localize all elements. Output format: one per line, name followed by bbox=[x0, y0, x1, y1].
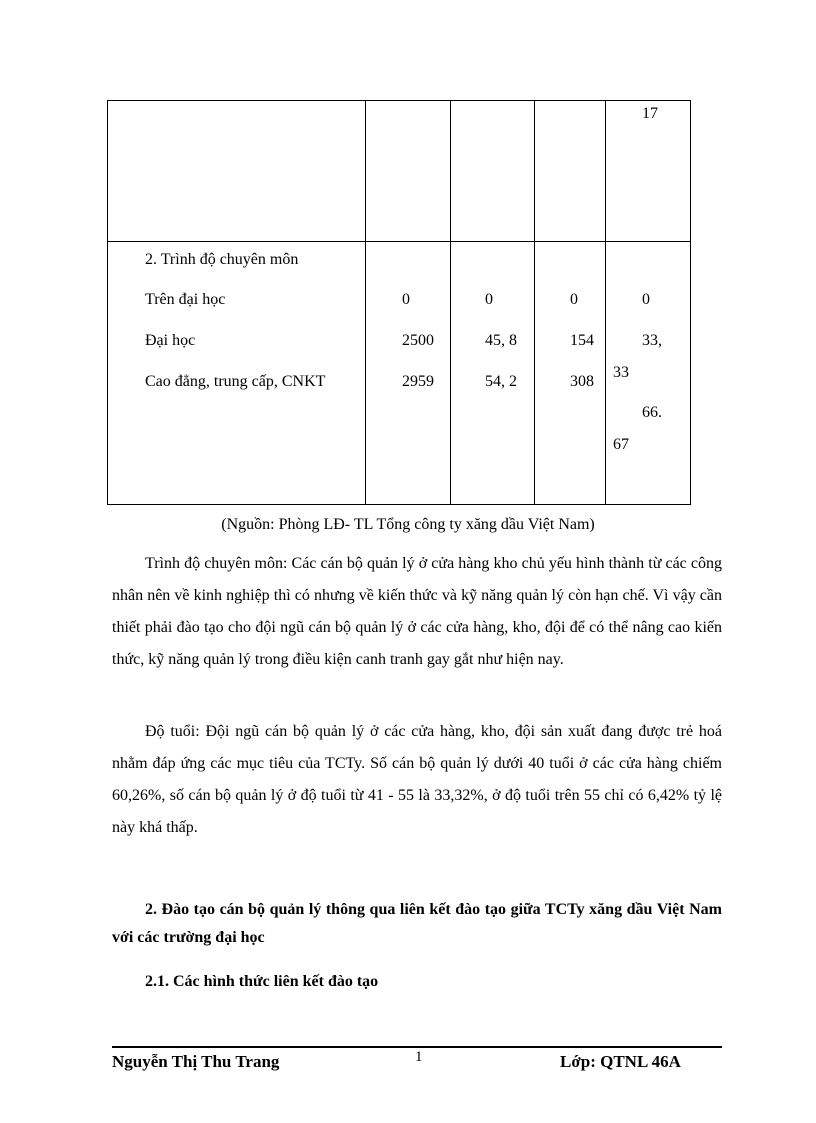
table-cell-value: 308 bbox=[570, 373, 594, 390]
table-cell bbox=[606, 101, 691, 242]
table-row bbox=[108, 101, 691, 242]
table-cell-col2 bbox=[366, 242, 451, 505]
table-cell-value: 66. bbox=[642, 404, 662, 421]
row-label: Đại học bbox=[145, 332, 196, 349]
table-cell-value: 54, 2 bbox=[485, 373, 517, 390]
row-label: Cao đẳng, trung cấp, CNKT bbox=[145, 373, 326, 390]
table-cell-value: 0 bbox=[642, 291, 650, 308]
table-cell-value: 0 bbox=[485, 291, 493, 308]
table-row bbox=[108, 242, 691, 505]
footer-author: Nguyễn Thị Thu Trang bbox=[112, 1052, 280, 1071]
table-cell bbox=[366, 101, 451, 242]
table-cell-col5 bbox=[606, 242, 691, 505]
footer-divider bbox=[112, 1046, 722, 1048]
statistics-table bbox=[107, 100, 691, 505]
subsection-heading: 2.1. Các hình thức liên kết đào tạo bbox=[145, 973, 379, 990]
table-cell bbox=[108, 101, 366, 242]
table-cell-labels bbox=[108, 242, 366, 505]
table-cell-value: 45, 8 bbox=[485, 332, 517, 349]
footer-class: Lớp: QTNL 46A bbox=[560, 1052, 681, 1071]
row-label: Trên đại học bbox=[145, 291, 226, 308]
table-cell-value: 0 bbox=[402, 291, 410, 308]
table-cell-value: 17 bbox=[642, 105, 658, 122]
paragraph-qualification: Trình độ chuyên môn: Các cán bộ quản lý ở cửa hàng kho chủ yếu hình thành từ các công nhân nên về kinh nghiệp thì có nhưng về kiến thức và kỹ năng quản lý còn hạn chế. Vì vậy cần thiết phải đào tạo cho đội ngũ cán bộ quản lý ở các cửa hàng, kho, đội để có thể nâng cao kiến thức, kỹ năng quản lý trong điều kiện canh tranh gay gắt như hiện nay. bbox=[112, 555, 722, 668]
table-cell-value: 67 bbox=[613, 436, 629, 453]
table-cell-value: 33, bbox=[642, 332, 662, 349]
table-cell-value: 0 bbox=[570, 291, 578, 308]
table-cell bbox=[535, 101, 606, 242]
paragraph-age: Độ tuổi: Đội ngũ cán bộ quản lý ở các cửa hàng, kho, đội sản xuất đang được trẻ hoá nhằm đáp ứng các mục tiêu của TCTy. Số cán bộ quản lý dưới 40 tuổi ở các cửa hàng chiếm 60,26%, số cán bộ quản lý ở độ tuổi từ 41 - 55 là 33,32%, ở độ tuổi trên 55 chỉ có 6,42% tỷ lệ này khá thấp. bbox=[112, 723, 722, 836]
table-cell bbox=[451, 101, 535, 242]
table-cell-col4 bbox=[535, 242, 606, 505]
source-note: (Nguồn: Phòng LĐ- TL Tổng công ty xăng dầu Việt Nam) bbox=[221, 516, 595, 533]
table-cell-value: 33 bbox=[613, 364, 629, 381]
page-number: 1 bbox=[415, 1049, 423, 1065]
section-label: 2. Trình độ chuyên môn bbox=[145, 251, 299, 268]
table-cell-value: 154 bbox=[570, 332, 594, 349]
section-heading: 2. Đào tạo cán bộ quản lý thông qua liên kết đào tạo giữa TCTy xăng dầu Việt Nam với các trường đại học bbox=[112, 901, 722, 946]
table-cell-value: 2500 bbox=[402, 332, 434, 349]
table-cell-col3 bbox=[451, 242, 535, 505]
table-cell-value: 2959 bbox=[402, 373, 434, 390]
